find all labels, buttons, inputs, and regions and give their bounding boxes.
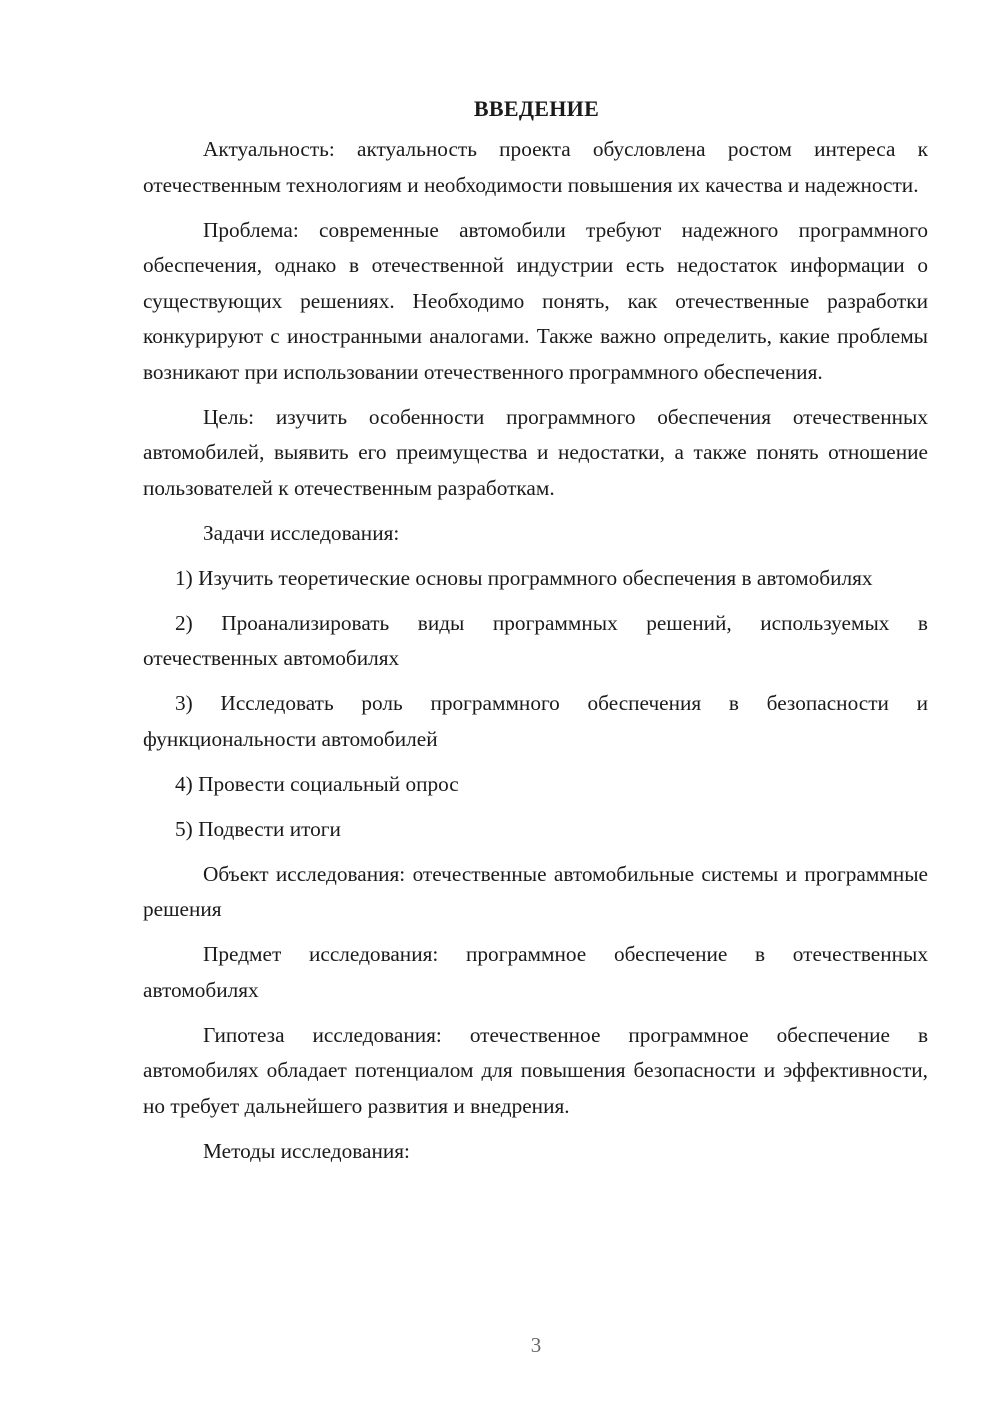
task-item: 4) Провести социальный опрос xyxy=(175,771,459,796)
paragraph-subject: Предмет исследования: программное обеспечение в отечественных автомобилях xyxy=(143,942,928,1002)
section-title: ВВЕДЕНИЕ xyxy=(473,96,600,121)
paragraph-hypothesis: Гипотеза исследования: отечественное программное обеспечение в автомобилях обладает потенциалом для повышения безопасности и эффективности, но требует дальнейшего развития и внедрения. xyxy=(143,1022,928,1118)
document-page xyxy=(143,92,928,1179)
paragraph-tasks-heading: Задачи исследования: xyxy=(203,520,400,545)
paragraph-goal: Цель: изучить особенности программного обеспечения отечественных автомобилей, выявить его преимущества и недостатки, а также понять отношение пользователей к отечественным разработкам. xyxy=(143,404,928,500)
task-item: 5) Подвести итоги xyxy=(175,816,341,841)
paragraph-methods: Методы исследования: xyxy=(203,1138,410,1163)
page-number: 3 xyxy=(530,1333,542,1357)
task-item: 3) Исследовать роль программного обеспечения в безопасности и функциональности автомобилей xyxy=(143,691,928,751)
task-item: 1) Изучить теоретические основы программного обеспечения в автомобилях xyxy=(175,565,873,590)
paragraph-relevance: Актуальность: актуальность проекта обусловлена ростом интереса к отечественным технологиям и необходимости повышения их качества и надежности. xyxy=(143,137,928,197)
paragraph-problem: Проблема: современные автомобили требуют надежного программного обеспечения, однако в отечественной индустрии есть недостаток информации о существующих решениях. Необходимо понять, как отечественные разработки конкурируют с иностранными аналогами. Также важно определить, какие проблемы возникают при использовании отечественного программного обеспечения. xyxy=(143,217,928,384)
task-item: 2) Проанализировать виды программных решений, используемых в отечественных автомобилях xyxy=(143,610,928,670)
paragraph-object: Объект исследования: отечественные автомобильные системы и программные решения xyxy=(143,861,928,921)
